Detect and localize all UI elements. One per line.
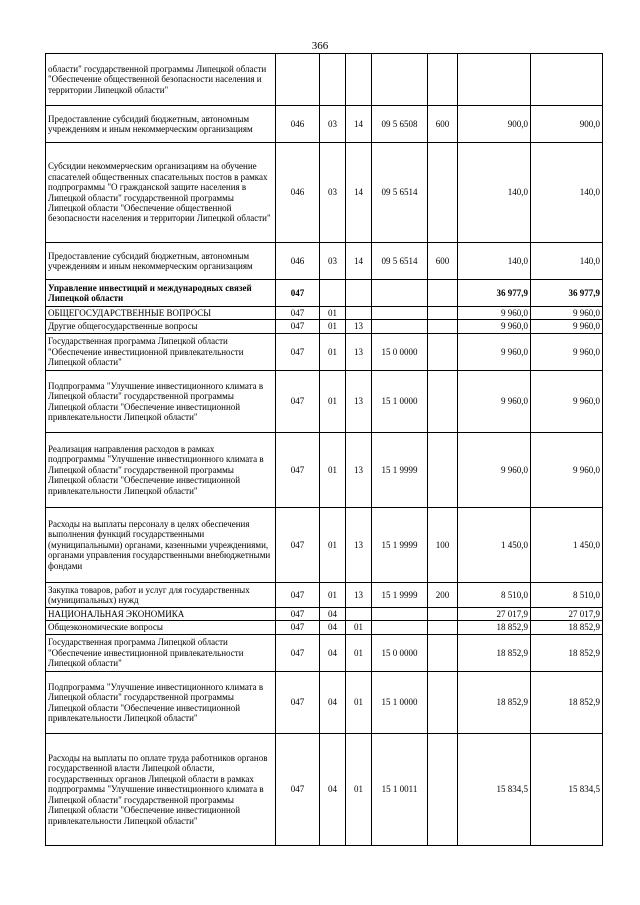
amount-total-cell: 9 960,0 [531, 371, 603, 433]
table-row [46, 583, 603, 608]
section-code-cell: 01 [320, 320, 346, 334]
subsection-code-cell: 13 [346, 334, 372, 371]
subsection-code-cell: 14 [346, 143, 372, 243]
target-article-cell [372, 307, 428, 320]
department-code-cell: 047 [276, 307, 320, 320]
department-code-cell: 047 [276, 280, 320, 307]
subsection-code-cell: 13 [346, 583, 372, 608]
subsection-code-cell: 13 [346, 371, 372, 433]
target-article-cell: 15 1 9999 [372, 433, 428, 508]
table-row [46, 106, 603, 143]
item-name-cell: Закупка товаров, работ и услуг для государственных (муниципальных) нужд [46, 583, 276, 608]
subsection-code-cell [346, 608, 372, 621]
expense-type-cell: 200 [428, 583, 458, 608]
table-row [46, 334, 603, 371]
amount-cell: 27 017,9 [458, 608, 531, 621]
table-row [46, 54, 603, 106]
table-row [46, 143, 603, 243]
expense-type-cell [428, 433, 458, 508]
section-code-cell: 03 [320, 143, 346, 243]
target-article-cell [372, 280, 428, 307]
target-article-cell: 15 0 0000 [372, 635, 428, 672]
table-row [46, 307, 603, 320]
section-code-cell: 01 [320, 508, 346, 583]
section-code-cell [320, 280, 346, 307]
amount-total-cell: 18 852,9 [531, 635, 603, 672]
target-article-cell: 15 0 0000 [372, 334, 428, 371]
subsection-code-cell: 13 [346, 320, 372, 334]
amount-cell: 9 960,0 [458, 433, 531, 508]
target-article-cell: 09 5 6508 [372, 106, 428, 143]
subsection-code-cell: 01 [346, 734, 372, 846]
table-row [46, 320, 603, 334]
target-article-cell: 15 1 9999 [372, 508, 428, 583]
table-row [46, 608, 603, 621]
subsection-code-cell: 14 [346, 243, 372, 280]
target-article-cell [372, 621, 428, 635]
target-article-cell: 15 1 0011 [372, 734, 428, 846]
item-name-cell: Субсидии некоммерческим организациям на обучение спасателей общественных спасательных постов в рамках подпрограммы "О гражданской защите населения в Липецкой области" государственной программы Липецкой области "Обеспечение общественной безопасности населения и территории Липецкой области" [46, 143, 276, 243]
amount-cell: 18 852,9 [458, 635, 531, 672]
section-code-cell: 04 [320, 734, 346, 846]
table-row [46, 433, 603, 508]
table-row [46, 734, 603, 846]
department-code-cell: 047 [276, 583, 320, 608]
subsection-code-cell: 13 [346, 508, 372, 583]
section-code-cell [320, 54, 346, 106]
table-row [46, 621, 603, 635]
amount-cell: 18 852,9 [458, 621, 531, 635]
department-code-cell: 046 [276, 143, 320, 243]
section-code-cell: 01 [320, 307, 346, 320]
item-name-cell: ОБЩЕГОСУДАРСТВЕННЫЕ ВОПРОСЫ [46, 307, 276, 320]
amount-cell: 9 960,0 [458, 334, 531, 371]
amount-total-cell: 140,0 [531, 143, 603, 243]
subsection-code-cell: 01 [346, 635, 372, 672]
amount-total-cell: 18 852,9 [531, 621, 603, 635]
expense-type-cell: 600 [428, 243, 458, 280]
amount-total-cell: 9 960,0 [531, 433, 603, 508]
section-code-cell: 01 [320, 583, 346, 608]
expense-type-cell [428, 54, 458, 106]
amount-total-cell: 1 450,0 [531, 508, 603, 583]
amount-cell: 15 834,5 [458, 734, 531, 846]
section-code-cell: 01 [320, 334, 346, 371]
section-code-cell: 04 [320, 672, 346, 734]
target-article-cell: 15 1 0000 [372, 371, 428, 433]
table-row [46, 243, 603, 280]
department-code-cell: 047 [276, 371, 320, 433]
expense-type-cell [428, 635, 458, 672]
amount-total-cell [531, 54, 603, 106]
department-code-cell: 047 [276, 734, 320, 846]
item-name-cell: области" государственной программы Липецкой области "Обеспечение общественной безопасности населения и территории Липецкой области" [46, 54, 276, 106]
department-code-cell [276, 54, 320, 106]
amount-total-cell: 9 960,0 [531, 307, 603, 320]
amount-cell [458, 54, 531, 106]
table-row [46, 371, 603, 433]
subsection-code-cell: 13 [346, 433, 372, 508]
amount-total-cell: 36 977,9 [531, 280, 603, 307]
expense-type-cell [428, 734, 458, 846]
target-article-cell: 15 1 9999 [372, 583, 428, 608]
amount-cell: 1 450,0 [458, 508, 531, 583]
expense-type-cell [428, 143, 458, 243]
item-name-cell: Общеэкономические вопросы [46, 621, 276, 635]
department-code-cell: 047 [276, 433, 320, 508]
subsection-code-cell [346, 54, 372, 106]
amount-cell: 900,0 [458, 106, 531, 143]
item-name-cell: Предоставление субсидий бюджетным, автономным учреждениям и иным некоммерческим организациям [46, 243, 276, 280]
item-name-cell: Расходы на выплаты по оплате труда работников органов государственной власти Липецкой области, государственных органов Липецкой области в рамках подпрограммы "Улучшение инвестиционного климата в Липецкой области" государственной программы Липецкой области "Обеспечение инвестиционной привлекательности Липецкой области" [46, 734, 276, 846]
table-row [46, 508, 603, 583]
expense-type-cell [428, 608, 458, 621]
department-code-cell: 047 [276, 608, 320, 621]
target-article-cell: 09 5 6514 [372, 143, 428, 243]
amount-total-cell: 8 510,0 [531, 583, 603, 608]
item-name-cell: Государственная программа Липецкой области "Обеспечение инвестиционной привлекательности Липецкой области" [46, 635, 276, 672]
table-row [46, 672, 603, 734]
amount-cell: 9 960,0 [458, 371, 531, 433]
expense-type-cell [428, 371, 458, 433]
item-name-cell: Подпрограмма "Улучшение инвестиционного климата в Липецкой области" государственной программы Липецкой области "Обеспечение инвестиционной привлекательности Липецкой области" [46, 672, 276, 734]
amount-cell: 8 510,0 [458, 583, 531, 608]
item-name-cell: Предоставление субсидий бюджетным, автономным учреждениям и иным некоммерческим организациям [46, 106, 276, 143]
expense-type-cell: 600 [428, 106, 458, 143]
amount-total-cell: 9 960,0 [531, 334, 603, 371]
department-code-cell: 047 [276, 672, 320, 734]
amount-total-cell: 900,0 [531, 106, 603, 143]
amount-total-cell: 140,0 [531, 243, 603, 280]
amount-total-cell: 15 834,5 [531, 734, 603, 846]
amount-cell: 36 977,9 [458, 280, 531, 307]
budget-table [45, 53, 603, 846]
target-article-cell: 09 5 6514 [372, 243, 428, 280]
department-code-cell: 047 [276, 334, 320, 371]
item-name-cell: Реализация направления расходов в рамках подпрограммы "Улучшение инвестиционного климата в Липецкой области" государственной программы Липецкой области "Обеспечение инвестиционной привлекательности Липецкой области" [46, 433, 276, 508]
subsection-code-cell [346, 307, 372, 320]
subsection-code-cell: 01 [346, 672, 372, 734]
expense-type-cell [428, 334, 458, 371]
department-code-cell: 047 [276, 635, 320, 672]
section-code-cell: 04 [320, 635, 346, 672]
subsection-code-cell [346, 280, 372, 307]
amount-cell: 9 960,0 [458, 320, 531, 334]
amount-cell: 18 852,9 [458, 672, 531, 734]
subsection-code-cell: 01 [346, 621, 372, 635]
item-name-cell: Управление инвестиций и международных связей Липецкой области [46, 280, 276, 307]
expense-type-cell [428, 307, 458, 320]
amount-total-cell: 18 852,9 [531, 672, 603, 734]
table-row [46, 280, 603, 307]
department-code-cell: 047 [276, 320, 320, 334]
item-name-cell: НАЦИОНАЛЬНАЯ ЭКОНОМИКА [46, 608, 276, 621]
section-code-cell: 04 [320, 621, 346, 635]
target-article-cell [372, 608, 428, 621]
table-row [46, 635, 603, 672]
subsection-code-cell: 14 [346, 106, 372, 143]
page-number: 366 [311, 40, 329, 52]
expense-type-cell [428, 621, 458, 635]
expense-type-cell [428, 280, 458, 307]
department-code-cell: 046 [276, 106, 320, 143]
section-code-cell: 03 [320, 243, 346, 280]
item-name-cell: Подпрограмма "Улучшение инвестиционного климата в Липецкой области" государственной программы Липецкой области "Обеспечение инвестиционной привлекательности Липецкой области" [46, 371, 276, 433]
amount-cell: 9 960,0 [458, 307, 531, 320]
amount-cell: 140,0 [458, 143, 531, 243]
table-body [46, 54, 603, 846]
section-code-cell: 04 [320, 608, 346, 621]
item-name-cell: Другие общегосударственные вопросы [46, 320, 276, 334]
expense-type-cell: 100 [428, 508, 458, 583]
expense-type-cell [428, 672, 458, 734]
expense-type-cell [428, 320, 458, 334]
department-code-cell: 047 [276, 508, 320, 583]
section-code-cell: 03 [320, 106, 346, 143]
department-code-cell: 046 [276, 243, 320, 280]
department-code-cell: 047 [276, 621, 320, 635]
target-article-cell [372, 54, 428, 106]
item-name-cell: Государственная программа Липецкой области "Обеспечение инвестиционной привлекательности Липецкой области" [46, 334, 276, 371]
section-code-cell: 01 [320, 433, 346, 508]
target-article-cell: 15 1 0000 [372, 672, 428, 734]
item-name-cell: Расходы на выплаты персоналу в целях обеспечения выполнения функций государственными (муниципальными) органами, казенными учреждениями, органами управления государственными внебюджетными фондами [46, 508, 276, 583]
amount-total-cell: 9 960,0 [531, 320, 603, 334]
amount-total-cell: 27 017,9 [531, 608, 603, 621]
section-code-cell: 01 [320, 371, 346, 433]
amount-cell: 140,0 [458, 243, 531, 280]
target-article-cell [372, 320, 428, 334]
